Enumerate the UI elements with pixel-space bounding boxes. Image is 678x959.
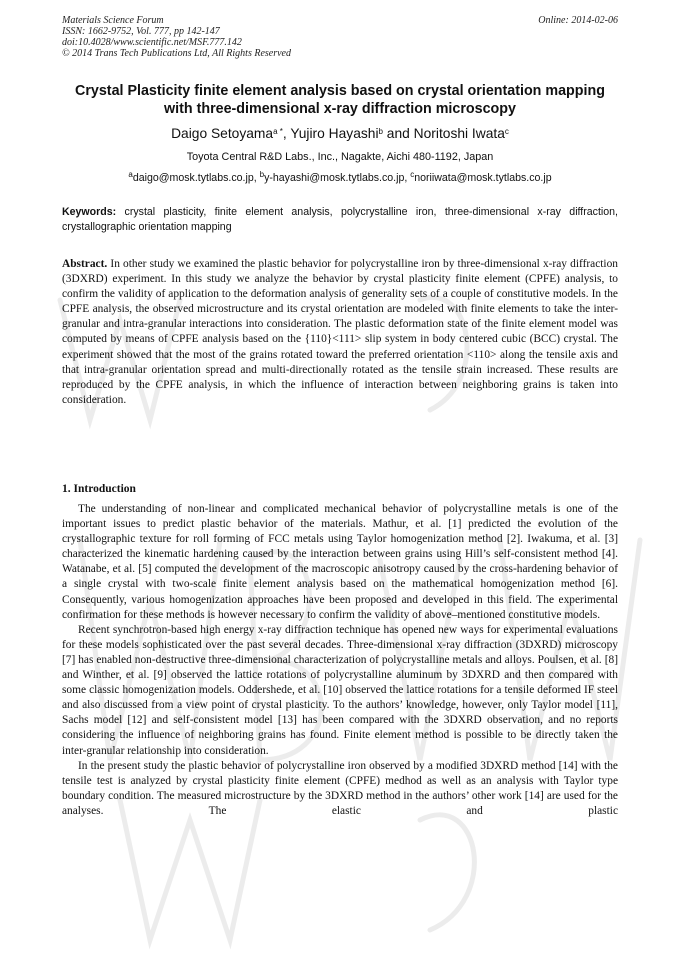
affiliation: Toyota Central R&D Labs., Inc., Nagakte, Aichi 480-1192, Japan [186, 151, 494, 163]
email-address[interactable]: noriiwata@mosk.tytlabs.co.jp [414, 172, 552, 184]
body-paragraph: Recent synchrotron-based high energy x-ray diffraction technique has opened new ways for experimental evaluations for these models sophisticated over the past several decades. Three-dimensional x-ray diffraction (3DXRD) microscopy [7] has enabled non-destructive three-dimensional characterization of polycrystalline metals and alloys. Poulsen, et al. [8] and Winther, et al. [9] observed the lattice rotations of polycrystalline aluminum by 3DXRD and then compared with some classic homogenization models. Oddershede, et al. [10] observed the lattice rotations for a tensile deformed IF steel and also discussed from a view point of crystal plasticity. To the authors’ knowledge, however, only Taylor model [11], Sachs model [12] and self-consistent model [13] has been compared with the 3DXRD observation, and no reports considering the influence of neighboring grains has found. Finite element method is possible to be directly taken the inter-granular relationship into consideration. [62, 623, 618, 757]
online-date: Online: 2014-02-06 [538, 15, 618, 26]
author-name: Yujiro Hayashi [290, 126, 379, 141]
author-separator: and [382, 126, 414, 141]
introduction-body [62, 502, 618, 819]
section-heading-introduction: 1. Introduction [62, 483, 136, 495]
author-superscript: a * [273, 127, 283, 136]
journal-name: Materials Science Forum [62, 15, 164, 26]
author-superscript: b [378, 127, 383, 136]
journal-doi: doi:10.4028/www.scientific.net/MSF.777.142 [62, 37, 242, 48]
author-name: Daigo Setoyama [171, 126, 274, 141]
journal-issn: ISSN: 1662-9752, Vol. 777, pp 142-147 [62, 26, 220, 37]
author-name: Noritoshi Iwata [413, 126, 505, 141]
email-superscript: b [259, 170, 265, 179]
paper-title: Crystal Plasticity finite element analysis based on crystal orientation mapping with three-dimensional x-ray diffraction microscopy [75, 83, 605, 117]
author-separator: , [282, 126, 291, 141]
keywords-block [62, 205, 618, 235]
journal-header [62, 15, 291, 59]
email-address[interactable]: y-hayashi@mosk.tytlabs.co.jp [264, 172, 405, 184]
email-address[interactable]: daigo@mosk.tytlabs.co.jp [132, 172, 254, 184]
abstract-label: Abstract. [62, 258, 108, 270]
author-superscript: c [504, 127, 509, 136]
email-separator: , [404, 172, 411, 184]
abstract-text: In other study we examined the plastic behavior for polycrystalline iron by three-dimensional x-ray diffraction (3DXRD) experiment. In this study we analyze the behavior by crystal plasticity finite element (CPFE) analysis, to confirm the validity of application to the deformation analysis of generality sets of a couple of constitutive models. In the CPFE analysis, the observed microstructure and its crystal orientation are modeled with finite elements to take the inter-granular and intra-granular interactions into consideration. The plastic deformation state of the finite element model was computed by means of CPFE analysis based on the {110}<111> slip system in body centered cubic (BCC) crystal. The experiment showed that the most of the grains rotated toward the preferred orientation <110> along the tensile axis and that intra-granular orientation spread and multi-directionally rotated as the tensile strain increased. These results are reproduced by the CPFE analysis, in which the influence of interaction between neighboring grains is taken into consideration. [62, 258, 618, 406]
author-list [62, 125, 618, 143]
journal-copyright: © 2014 Trans Tech Publications Ltd, All Rights Reserved [62, 48, 291, 59]
email-superscript: c [410, 170, 415, 179]
email-separator: , [253, 172, 260, 184]
email-superscript: a [128, 170, 133, 179]
body-paragraph: In the present study the plastic behavior of polycrystalline iron observed by a modified 3DXRD method [14] with the tensile test is analyzed by crystal plasticity finite element (CPFE) medhod as well as an analysis with Taylor type boundary condition. The measured microstructure by the 3DXRD method in the authors’ other work [14] are used for the analyses. The elastic and plastic [62, 759, 618, 817]
body-paragraph: The understanding of non-linear and complicated mechanical behavior of polycrystalline metals is one of the important issues to predict plastic behavior of the materials. Mathur, et al. [1] predicted the evolution of the crystallographic texture for roll forming of FCC metals using Taylor homogenization method [2]. Iwakuma, et al. [3] characterized the kinematic hardening caused by the interaction between grains using Hill’s self-consistent method [4]. Watanabe, et al. [5] computed the development of the macroscopic anisotropy caused by the cross-hardening behavior of a single crystal with two-scale finite element analysis based on the mathematical homogenization method [6]. Consequently, various homogenization approaches have been proposed and developed in this field. The experimental confirmation for these methods is however necessary to confirm the validity of above–mentioned constitutive models. [62, 503, 618, 621]
keywords-label: Keywords: [62, 206, 117, 218]
abstract-block [62, 257, 618, 408]
keywords-text: crystal plasticity, finite element analysis, polycrystalline iron, three-dimensional x-ray diffraction, crystallographic orientation mapping [62, 206, 618, 233]
author-emails [60, 171, 620, 185]
